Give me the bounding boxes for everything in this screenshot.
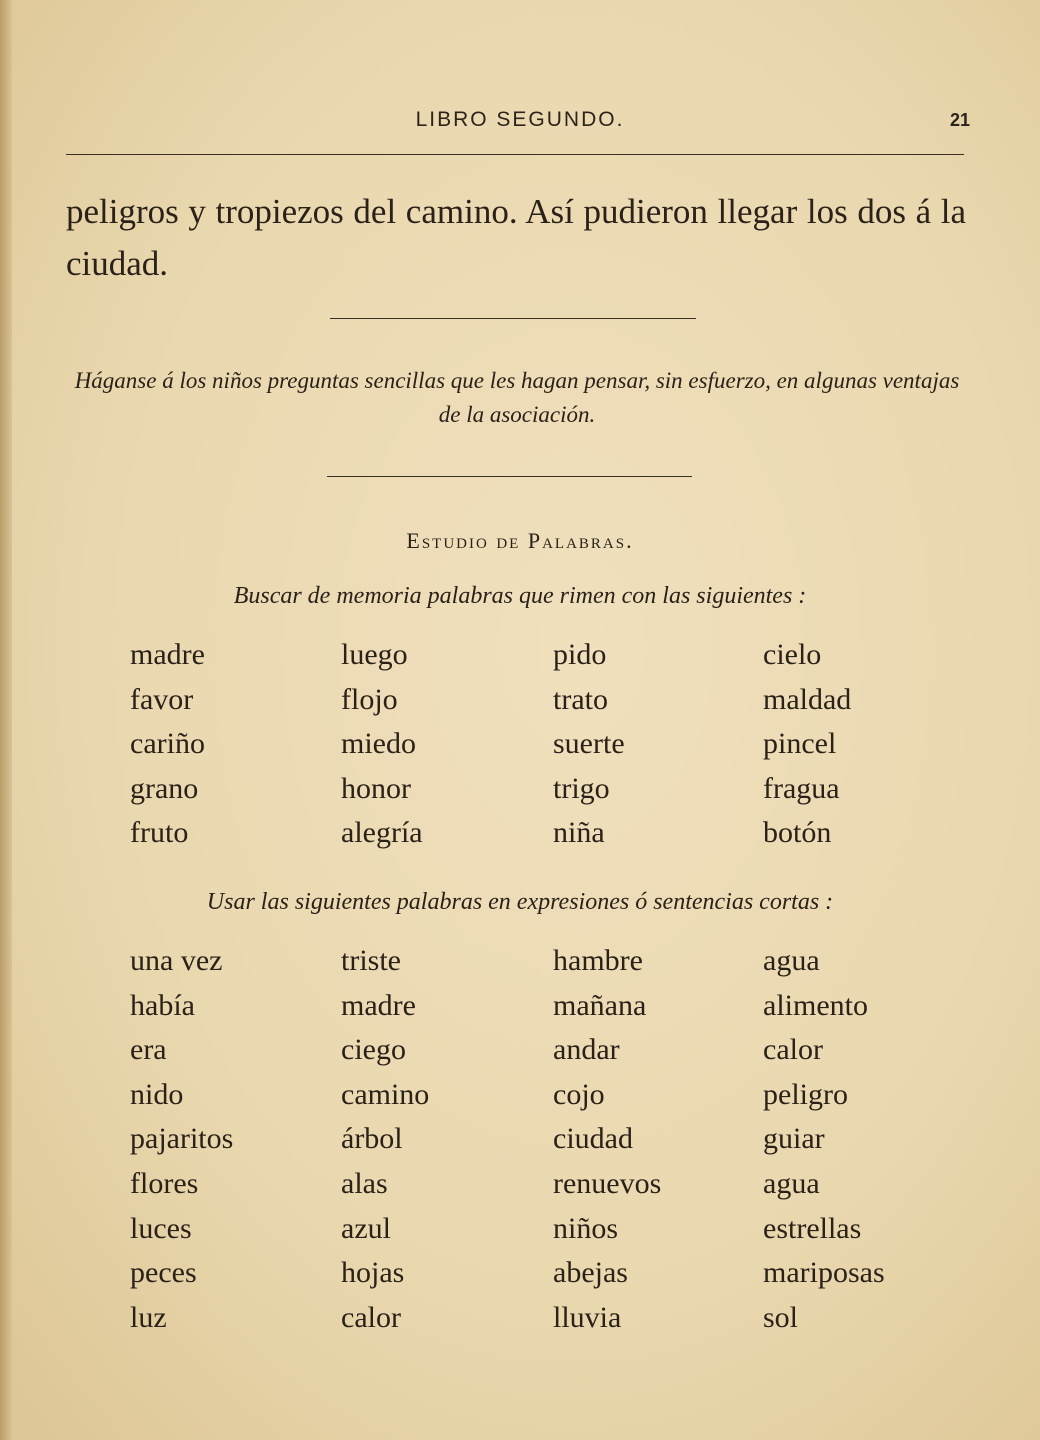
word-item: mariposas bbox=[763, 1256, 885, 1290]
word-item: guiar bbox=[763, 1122, 825, 1156]
word-item: botón bbox=[763, 816, 832, 849]
word-item: una vez bbox=[130, 944, 223, 977]
body-paragraph: peligros y tropiezos del camino. Así pudieron llegar los dos á la ciudad. bbox=[66, 192, 966, 283]
rhyme-word-list bbox=[130, 638, 970, 861]
word-item: honor bbox=[341, 771, 411, 805]
word-item: favor bbox=[130, 682, 194, 716]
usage-word-list bbox=[130, 944, 970, 1345]
word-item: flojo bbox=[341, 682, 398, 716]
divider-rule bbox=[327, 476, 692, 477]
word-item: agua bbox=[763, 1166, 820, 1200]
word-item: había bbox=[130, 988, 195, 1022]
word-item: peces bbox=[130, 1256, 197, 1290]
word-item: pajaritos bbox=[130, 1122, 234, 1156]
word-item: calor bbox=[341, 1300, 401, 1334]
word-item: pido bbox=[553, 638, 607, 671]
word-item: alas bbox=[341, 1166, 388, 1200]
exercise-heading: Buscar de memoria palabras que rimen con las siguientes : bbox=[233, 583, 807, 609]
word-item: sol bbox=[763, 1300, 799, 1334]
word-item: luz bbox=[130, 1300, 167, 1334]
word-item: agua bbox=[763, 944, 820, 977]
word-item: madre bbox=[341, 988, 416, 1022]
word-item: madre bbox=[130, 638, 205, 671]
word-item: mañana bbox=[553, 988, 647, 1022]
word-item: ciego bbox=[341, 1033, 406, 1067]
divider-rule bbox=[330, 318, 696, 319]
section-heading: Estudio de Palabras. bbox=[406, 528, 634, 553]
word-item: fruto bbox=[130, 816, 189, 849]
word-item: peligro bbox=[763, 1077, 848, 1111]
word-item: hojas bbox=[341, 1256, 405, 1290]
word-item: niña bbox=[553, 816, 605, 849]
page-binding-edge bbox=[0, 0, 12, 1440]
word-item: azul bbox=[341, 1211, 391, 1245]
word-item: cielo bbox=[763, 638, 822, 671]
word-item: luces bbox=[130, 1211, 192, 1245]
word-item: cojo bbox=[553, 1077, 605, 1111]
word-item: nido bbox=[130, 1077, 184, 1111]
word-item: alimento bbox=[763, 988, 868, 1022]
word-item: trigo bbox=[553, 771, 610, 805]
word-item: luego bbox=[341, 638, 408, 671]
header-rule bbox=[66, 154, 964, 155]
word-item: lluvia bbox=[553, 1300, 622, 1334]
word-item: flores bbox=[130, 1166, 199, 1200]
page-number: 21 bbox=[949, 110, 970, 130]
word-item: estrellas bbox=[763, 1211, 862, 1245]
word-item: calor bbox=[763, 1033, 823, 1067]
word-item: renuevos bbox=[553, 1166, 662, 1200]
word-item: andar bbox=[553, 1033, 620, 1067]
word-item: maldad bbox=[763, 682, 852, 716]
word-item: pincel bbox=[763, 727, 837, 760]
running-header: LIBRO SEGUNDO. bbox=[415, 108, 625, 131]
word-item: fragua bbox=[763, 771, 840, 805]
word-item: grano bbox=[130, 771, 199, 805]
word-item: camino bbox=[341, 1077, 430, 1111]
word-item: niños bbox=[553, 1211, 619, 1245]
teacher-instruction: Háganse á los niños preguntas sencillas que les hagan pensar, sin esfuerzo, en algunas ventajas de la asociación. bbox=[74, 368, 960, 427]
exercise-heading: Usar las siguientes palabras en expresiones ó sentencias cortas : bbox=[206, 889, 834, 915]
word-item: hambre bbox=[553, 944, 643, 977]
word-item: triste bbox=[341, 944, 401, 977]
word-item: era bbox=[130, 1033, 167, 1067]
word-item: abejas bbox=[553, 1256, 628, 1290]
word-item: suerte bbox=[553, 727, 625, 760]
word-item: alegría bbox=[341, 816, 423, 849]
word-item: árbol bbox=[341, 1122, 403, 1156]
word-item: cariño bbox=[130, 727, 205, 760]
word-item: trato bbox=[553, 682, 608, 716]
word-item: miedo bbox=[341, 727, 416, 760]
word-item: ciudad bbox=[553, 1122, 633, 1156]
